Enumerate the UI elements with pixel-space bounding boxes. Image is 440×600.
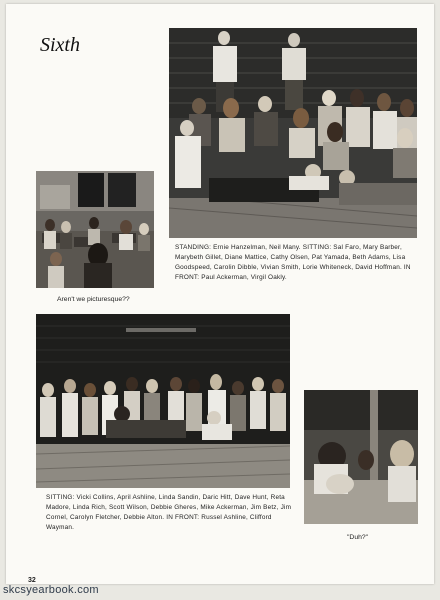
page-title: Sixth	[40, 34, 80, 56]
classroom-caption: Aren't we picturesque??	[57, 296, 130, 303]
duh-photo	[304, 390, 418, 524]
duh-caption: "Duh?"	[347, 534, 369, 541]
gym-group-photo-image	[36, 314, 290, 488]
top-group-photo	[169, 28, 417, 238]
classroom-photo	[36, 171, 154, 288]
page-number: 32	[28, 577, 36, 584]
gym-group-caption: SITTING: Vicki Collins, April Ashline, Linda Sandin, Daric Hitt, Dave Hunt, Reta Madore, Linda Rich, Scott Wilson, Debbie Gheres, Mike Ackerman, Jim Betz, Jim Cornel, Carolyn Fletcher, Debbie Alton. IN FRONT: Russel Ashline, Clifford Wayman.	[46, 494, 292, 531]
gym-group-photo	[36, 314, 290, 488]
classroom-photo-image	[36, 171, 154, 288]
yearbook-page	[6, 4, 434, 584]
watermark-text: skcsyearbook.com	[3, 584, 99, 596]
duh-photo-image	[304, 390, 418, 524]
top-group-photo-image	[169, 28, 417, 238]
top-group-caption: STANDING: Ernie Hanzelman, Neil Many. SITTING: Sal Faro, Mary Barber, Marybeth Gillet, Diane Mattice, Cathy Olsen, Pat Yamada, Beth Adams, Lisa Goodspeed, Carolin Dibble, Vivian Smith, Lorie Whiteneck, David Hoffman. IN FRONT: Paul Ackerman, Virgil Oakly.	[175, 244, 411, 281]
